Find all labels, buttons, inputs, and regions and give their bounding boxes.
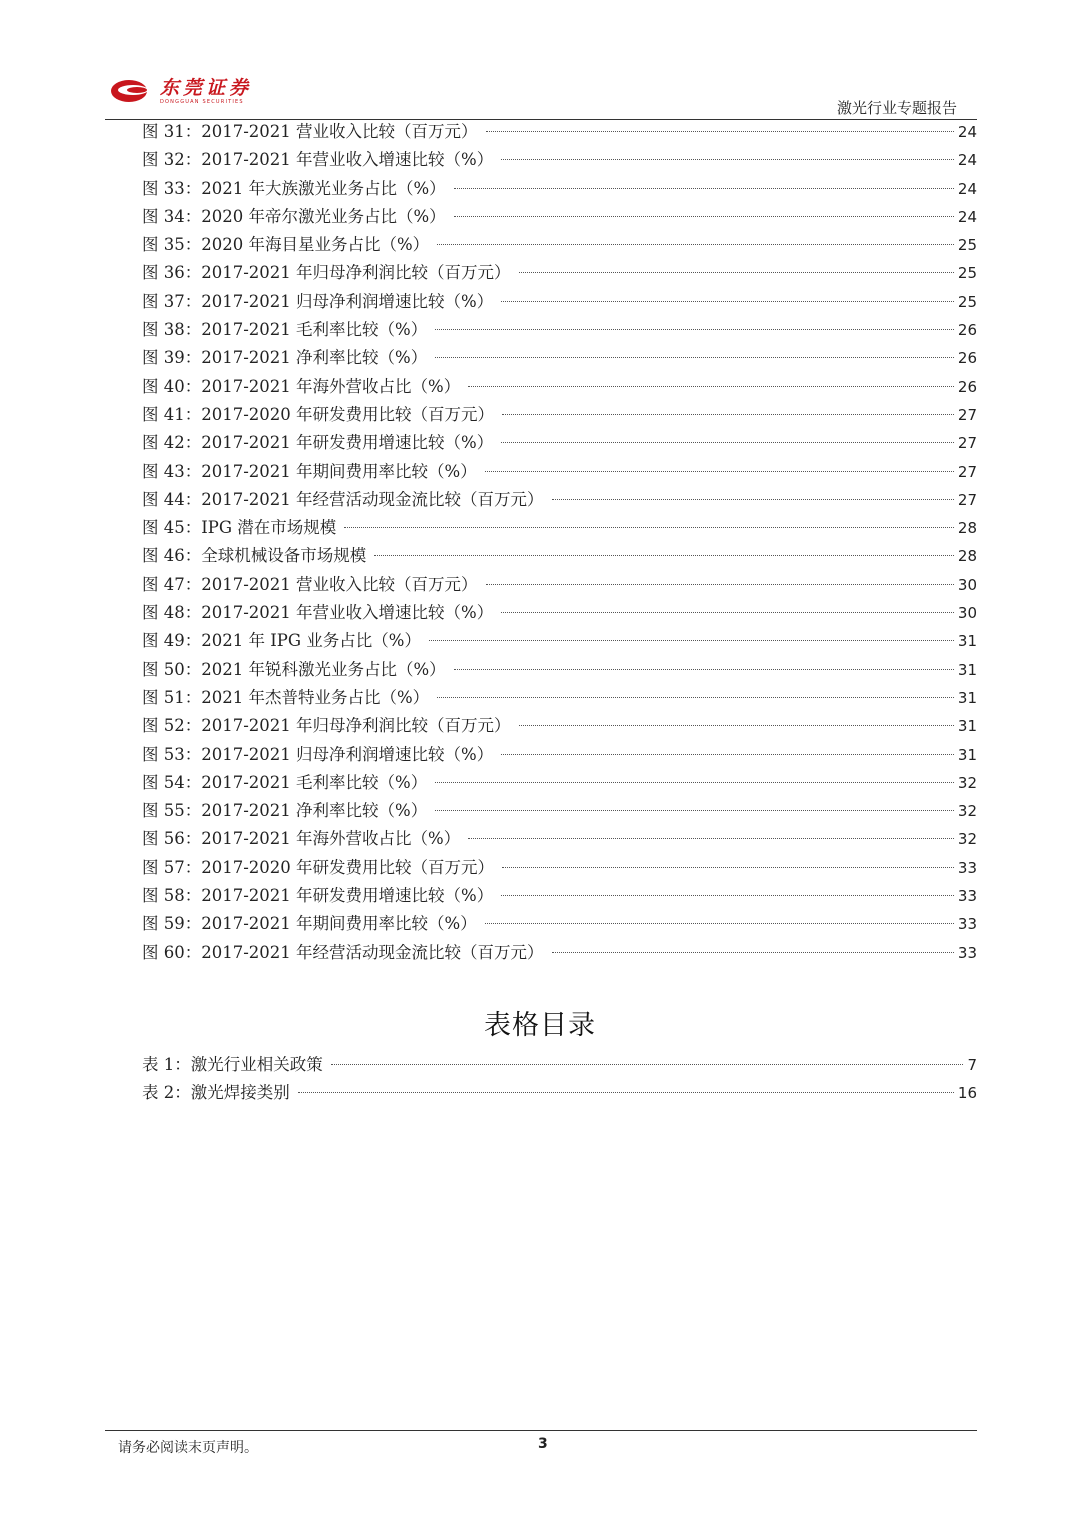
toc-entry-label: 图 39：2017-2021 净利率比较（%） <box>142 348 428 368</box>
toc-entry-page: 26 <box>957 321 977 340</box>
toc-leader-dots <box>435 781 954 783</box>
toc-entry-page: 26 <box>957 349 977 368</box>
toc-entry[interactable] <box>142 203 977 231</box>
toc-entry-page: 31 <box>957 717 977 736</box>
toc-entry-page: 33 <box>957 943 977 962</box>
toc-leader-dots <box>501 611 954 613</box>
toc-entry-label: 图 36：2017-2021 年归母净利润比较（百万元） <box>142 263 511 283</box>
toc-entry-label: 图 57：2017-2020 年研发费用比较（百万元） <box>142 857 495 877</box>
toc-entry-page: 27 <box>957 490 977 509</box>
toc-entry-page: 24 <box>957 123 977 141</box>
toc-entry-label: 图 37：2017-2021 归母净利润增速比较（%） <box>142 291 494 311</box>
page-header <box>105 70 977 122</box>
toc-entry[interactable] <box>142 514 977 542</box>
toc-entry-label: 图 35：2020 年海目星业务占比（%） <box>142 235 430 255</box>
toc-entry[interactable] <box>142 797 977 825</box>
toc-leader-dots <box>502 866 954 868</box>
company-logo <box>110 78 252 106</box>
toc-entry[interactable] <box>142 486 977 514</box>
toc-leader-dots <box>519 271 954 273</box>
toc-entry-label: 表 1：激光行业相关政策 <box>142 1055 323 1074</box>
toc-leader-dots <box>501 300 954 302</box>
toc-leader-dots <box>468 385 954 387</box>
report-title: 激光行业专题报告 <box>836 99 957 117</box>
disclaimer-note: 请务必阅读末页声明。 <box>118 1440 258 1456</box>
toc-entry-label: 图 43：2017-2021 年期间费用率比较（%） <box>142 461 477 481</box>
toc-leader-dots <box>485 922 954 924</box>
toc-entry-label: 图 41：2017-2020 年研发费用比较（百万元） <box>142 404 495 424</box>
toc-entry-page: 27 <box>957 462 977 481</box>
toc-entry-page: 32 <box>957 802 977 821</box>
toc-entry[interactable] <box>142 288 977 316</box>
toc-leader-dots <box>501 753 954 755</box>
toc-entry-label: 图 51：2021 年杰普特业务占比（%） <box>142 687 430 707</box>
toc-leader-dots <box>485 470 954 472</box>
toc-leader-dots <box>552 498 954 500</box>
toc-entry[interactable] <box>142 373 977 401</box>
toc-entry-page: 25 <box>957 292 977 311</box>
toc-entry-page: 16 <box>957 1084 977 1103</box>
toc-entry[interactable] <box>142 882 977 910</box>
toc-entry[interactable] <box>142 316 977 344</box>
toc-entry-label: 表 2：激光焊接类别 <box>142 1083 290 1103</box>
toc-entry-page: 30 <box>957 604 977 623</box>
logo-english-name: DONGGUAN SECURITIES <box>160 99 244 105</box>
toc-leader-dots <box>501 441 954 443</box>
toc-leader-dots <box>435 809 954 811</box>
toc-leader-dots <box>435 356 954 358</box>
toc-entry-label: 图 44：2017-2021 年经营活动现金流比较（百万元） <box>142 489 544 509</box>
toc-entry-page: 24 <box>957 207 977 226</box>
toc-entry[interactable] <box>142 146 977 174</box>
toc-leader-dots <box>298 1091 954 1093</box>
toc-entry[interactable] <box>142 458 977 486</box>
toc-entry[interactable] <box>142 118 977 146</box>
toc-entry-label: 图 34：2020 年帝尔激光业务占比（%） <box>142 206 446 226</box>
toc-entry[interactable] <box>142 259 977 287</box>
toc-entry-label: 图 31：2017-2021 营业收入比较（百万元） <box>142 122 478 141</box>
toc-leader-dots <box>501 158 954 160</box>
toc-entry[interactable] <box>142 939 977 967</box>
logo-chinese-name: 东莞证券 <box>160 77 253 99</box>
toc-entry[interactable] <box>142 684 977 712</box>
toc-entry-page: 27 <box>957 405 977 424</box>
figure-list <box>142 118 977 967</box>
toc-entry-label: 图 42：2017-2021 年研发费用增速比较（%） <box>142 433 494 453</box>
toc-leader-dots <box>502 413 954 415</box>
toc-entry-page: 30 <box>957 575 977 594</box>
toc-entry-page: 33 <box>957 887 977 906</box>
toc-leader-dots <box>486 130 954 132</box>
toc-leader-dots <box>486 583 954 585</box>
toc-entry-label: 图 45：IPG 潜在市场规模 <box>142 518 337 538</box>
toc-entry[interactable] <box>142 599 977 627</box>
toc-entry-label: 图 59：2017-2021 年期间费用率比较（%） <box>142 914 477 934</box>
toc-entry-label: 图 53：2017-2021 归母净利润增速比较（%） <box>142 744 494 764</box>
toc-entry[interactable] <box>142 429 977 457</box>
toc-leader-dots <box>437 243 954 245</box>
toc-entry-page: 28 <box>957 519 977 538</box>
toc-entry-label: 图 56：2017-2021 年海外营收占比（%） <box>142 829 461 849</box>
table-list <box>142 1051 977 1108</box>
toc-entry[interactable] <box>142 175 977 203</box>
toc-leader-dots <box>501 894 954 896</box>
toc-leader-dots <box>519 724 954 726</box>
toc-entry[interactable] <box>142 542 977 570</box>
toc-entry[interactable] <box>142 769 977 797</box>
toc-leader-dots <box>429 639 954 641</box>
toc-leader-dots <box>454 215 954 217</box>
toc-entry-page: 27 <box>957 434 977 453</box>
toc-entry-page: 28 <box>957 547 977 566</box>
toc-entry[interactable] <box>142 712 977 740</box>
toc-entry-page: 31 <box>957 688 977 707</box>
toc-leader-dots <box>374 554 954 556</box>
page-number: 3 <box>538 1436 548 1452</box>
logo-mark-icon <box>110 78 152 104</box>
toc-entry[interactable] <box>142 231 977 259</box>
toc-entry-page: 31 <box>957 660 977 679</box>
toc-entry[interactable] <box>142 910 977 938</box>
toc-entry-label: 图 46：全球机械设备市场规模 <box>142 546 367 566</box>
toc-entry-label: 图 55：2017-2021 净利率比较（%） <box>142 801 428 821</box>
toc-entry[interactable] <box>142 627 977 655</box>
toc-entry-label: 图 32：2017-2021 年营业收入增速比较（%） <box>142 150 494 170</box>
toc-leader-dots <box>331 1063 964 1065</box>
toc-entry-label: 图 50：2021 年锐科激光业务占比（%） <box>142 659 446 679</box>
toc-entry[interactable] <box>142 741 977 769</box>
toc-entry-page: 32 <box>957 830 977 849</box>
toc-entry-page: 24 <box>957 151 977 170</box>
toc-entry-page: 25 <box>957 264 977 283</box>
toc-entry-page: 33 <box>957 858 977 877</box>
toc-entry-page: 31 <box>957 745 977 764</box>
toc-entry-label: 图 38：2017-2021 毛利率比较（%） <box>142 320 428 340</box>
toc-entry-page: 25 <box>957 236 977 255</box>
table-of-tables-title: 表格目录 <box>484 1010 596 1041</box>
toc-leader-dots <box>437 696 954 698</box>
toc-leader-dots <box>435 328 954 330</box>
toc-entry[interactable] <box>142 854 977 882</box>
toc-entry-page: 24 <box>957 179 977 198</box>
toc-leader-dots <box>468 837 954 839</box>
toc-entry-page: 32 <box>957 773 977 792</box>
footer-divider <box>105 1430 977 1431</box>
toc-entry-page: 33 <box>957 915 977 934</box>
toc-entry-label: 图 58：2017-2021 年研发费用增速比较（%） <box>142 886 494 906</box>
toc-entry[interactable] <box>142 1051 977 1079</box>
toc-entry-label: 图 49：2021 年 IPG 业务占比（%） <box>142 631 421 651</box>
toc-entry-label: 图 40：2017-2021 年海外营收占比（%） <box>142 376 461 396</box>
toc-entry-label: 图 33：2021 年大族激光业务占比（%） <box>142 178 446 198</box>
toc-entry-label: 图 60：2017-2021 年经营活动现金流比较（百万元） <box>142 942 544 962</box>
toc-entry-page: 26 <box>957 377 977 396</box>
toc-leader-dots <box>454 668 954 670</box>
toc-entry[interactable] <box>142 825 977 853</box>
toc-entry[interactable] <box>142 656 977 684</box>
toc-entry[interactable] <box>142 344 977 372</box>
toc-entry-label: 图 47：2017-2021 营业收入比较（百万元） <box>142 574 478 594</box>
toc-entry[interactable] <box>142 571 977 599</box>
toc-entry-page: 31 <box>957 632 977 651</box>
toc-entry-label: 图 48：2017-2021 年营业收入增速比较（%） <box>142 603 494 623</box>
toc-entry[interactable] <box>142 401 977 429</box>
toc-leader-dots <box>552 951 954 953</box>
toc-leader-dots <box>454 187 954 189</box>
toc-leader-dots <box>344 526 954 528</box>
toc-entry[interactable] <box>142 1079 977 1107</box>
toc-entry-page: 7 <box>967 1056 977 1074</box>
toc-entry-label: 图 52：2017-2021 年归母净利润比较（百万元） <box>142 716 511 736</box>
toc-entry-label: 图 54：2017-2021 毛利率比较（%） <box>142 772 428 792</box>
